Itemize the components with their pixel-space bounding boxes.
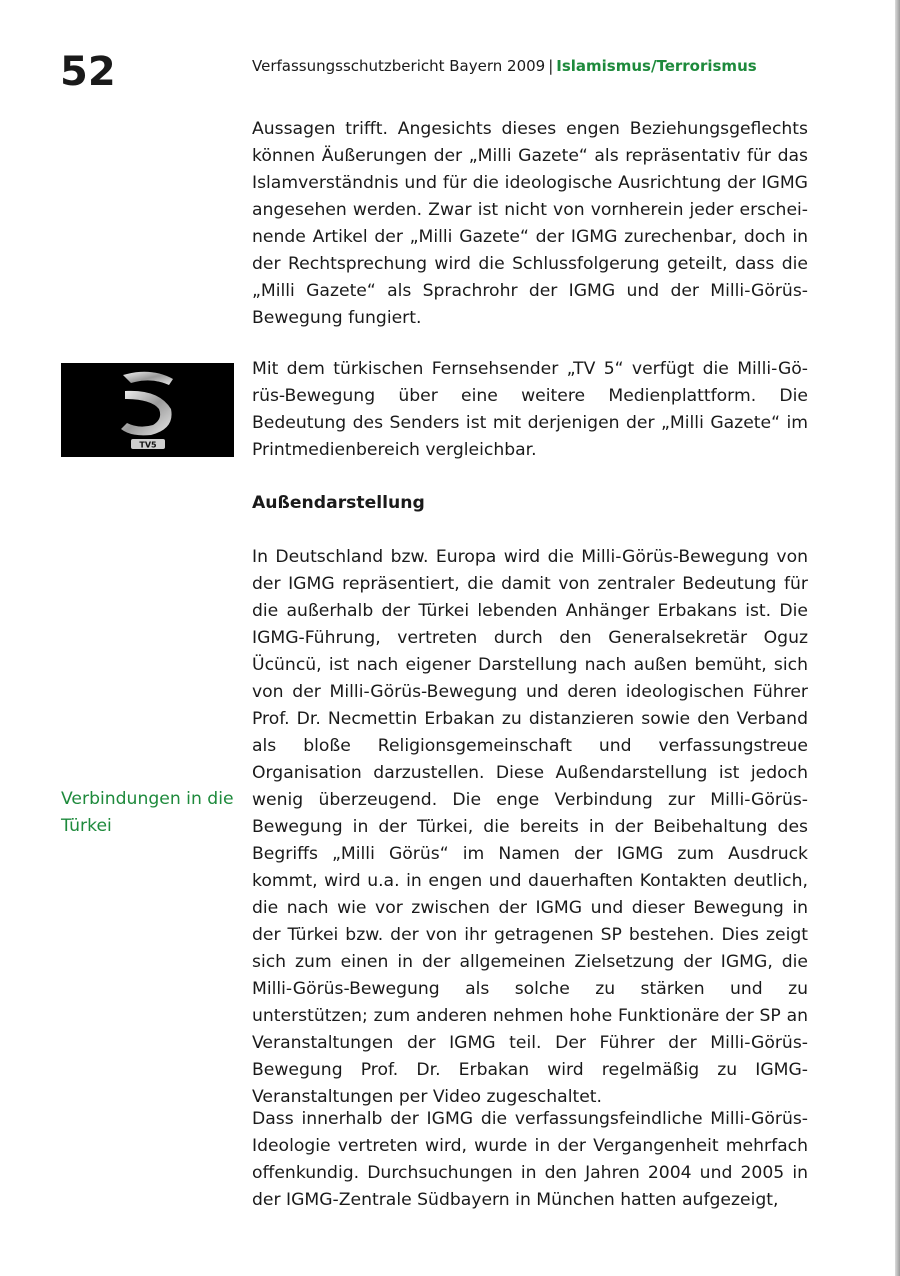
paragraph-4: Dass innerhalb der IGMG die verfassungsfeindliche Milli-Görüs-Ideologie vertreten wird, wurde in der Vergangenheit mehrfach offenkundig. Durchsuchungen in den Jahren 2004 und 2005 in der IGMG-Zentrale Südbayern in München hatten aufgezeigt, xyxy=(252,1109,808,1210)
page-number: 52 xyxy=(60,49,116,95)
page-edge xyxy=(895,0,900,1276)
paragraph-2: Mit dem türkischen Fernsehsender „TV 5“ verfügt die Milli-Görüs-Bewegung über eine weitere Medienplattform. Die Bedeutung des Senders ist mit derjenigen der „Milli Gazete“ im Printmedienbereich vergleichbar. xyxy=(252,359,808,460)
margin-note: Verbindungen in die Türkei xyxy=(61,789,234,836)
tv5-logo-text: TV5 xyxy=(139,440,157,450)
header-separator: | xyxy=(548,57,554,75)
tv5-logo-graphic xyxy=(61,363,234,457)
paragraph-1: Aussagen trifft. Angesichts dieses engen Beziehungsgeflechts können Äußerungen der „Milli Gazete“ als repräsentativ für das Islamverständnis und für die ideologische Ausrichtung der IGMG angesehen werden. Zwar ist nicht von vornherein jeder erscheinende Artikel der „Milli Gazete“ der IGMG zurechenbar, doch in der Rechtsprechung wird die Schlussfolgerung geteilt, dass die „Milli Gazete“ als Sprachrohr der IGMG und der Milli-Görüs-Bewegung fungiert. xyxy=(252,119,808,328)
paragraph-3: In Deutschland bzw. Europa wird die Milli-Görüs-Bewegung von der IGMG repräsentiert, die damit von zentraler Bedeutung für die außerhalb der Türkei lebenden Anhänger Erbakans ist. Die IGMG-Führung, vertreten durch den Generalsekretär Oguz Ücüncü, ist nach eigener Darstellung nach außen bemüht, sich von der Milli-Görüs-Bewegung und deren ideologischen Führer Prof. Dr. Necmettin Erbakan zu distanzieren sowie den Verband als bloße Religionsgemeinschaft und verfassungstreue Organisation darzustellen. Diese Außendarstellung ist jedoch wenig überzeugend. Die enge Verbindung zur Milli-Görüs-Bewegung in der Türkei, die bereits in der Beibehaltung des Begriffs „Milli Görüs“ im Namen der IGMG zum Ausdruck kommt, wird u.a. in engen und dauerhaften Kontakten deutlich, die nach wie vor zwischen der IGMG und dieser Bewegung in der Türkei bzw. der von ihr getragenen SP bestehen. Dies zeigt sich zum einen in der allgemeinen Zielsetzung der IGMG, die Milli-Görüs-Bewegung als solche zu stärken und zu unterstützen; zum anderen nehmen hohe Funktionäre der SP an Veranstaltungen der IGMG teil. Der Führer der Milli-Görüs-Bewegung Prof. Dr. Erbakan wird regelmäßig zu IGMG-Veranstaltungen per Video zugeschaltet. xyxy=(252,547,808,1107)
running-header xyxy=(252,57,757,75)
section-title: Islamismus/Terrorismus xyxy=(556,57,757,75)
section-heading: Außendarstellung xyxy=(252,493,425,513)
publication-title: Verfassungsschutzbericht Bayern 2009 xyxy=(252,57,546,75)
tv5-logo xyxy=(61,363,234,457)
